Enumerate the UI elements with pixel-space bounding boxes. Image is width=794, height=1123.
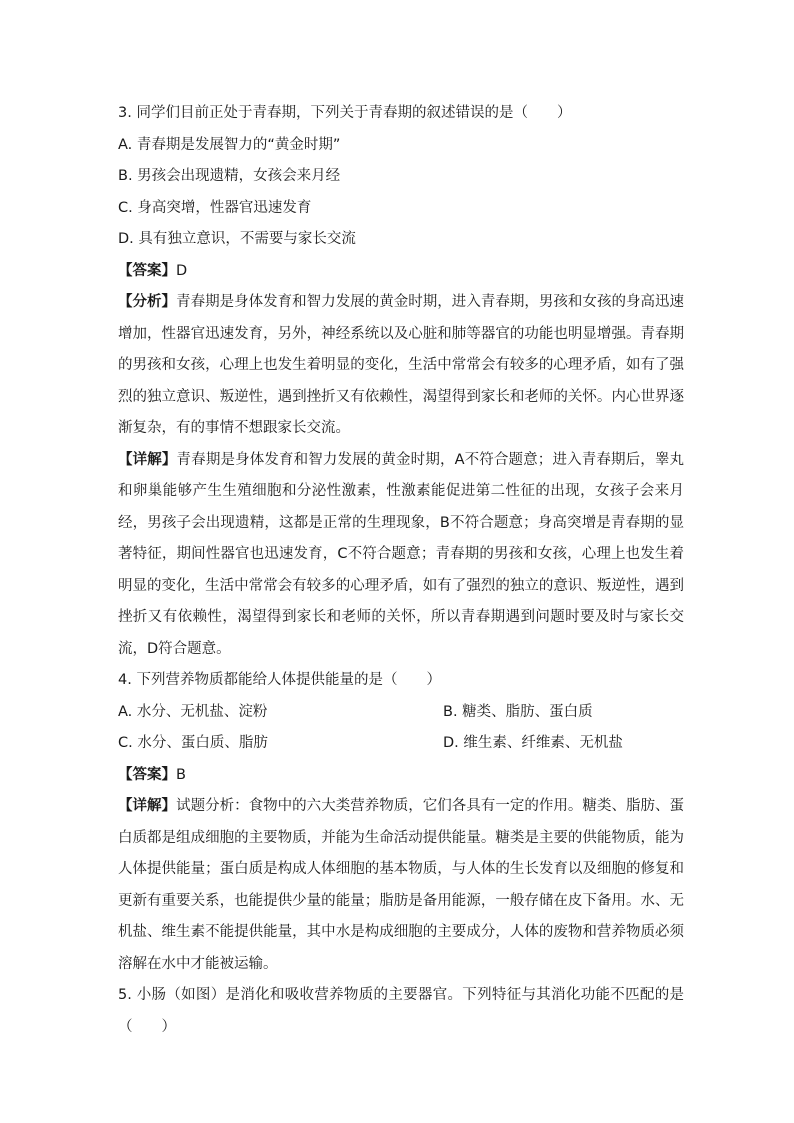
question-3-option-a: A. 青春期是发展智力的“黄金时期” [118,136,341,153]
document-page [118,98,684,1043]
question-4-option-d: D. 维生素、纤维素、无机盐 [443,735,623,751]
detail-text: 青春期是身体发育和智力发展的黄金时期，A不符合题意；进入青春期后，睾丸和卵巢能够产生生殖细胞和分泌性激素，性激素能促进第二性征的出现，女孩子会来月经，男孩子会出现遗精，这都是正常的生理现象，B不符合题意；身高突增是青春期的显著特征，期间性器官也迅速发育，C不符合题意；青春期的男孩和女孩，心理上也发生着明显的变化，生活中常常会有较多的心理矛盾，如有了强烈的独立的意识、叛逆性，遇到挫折又有依赖性，渴望得到家长和老师的关怀，所以青春期遇到问题时要及时与家长交流，D符合题意。 [118,451,685,657]
detail-text: 试题分析：食物中的六大类营养物质，它们各具有一定的作用。糖类、脂肪、蛋白质都是组成细胞的主要物质，并能为生命活动提供能量。糖类是主要的供能物质，能为人体提供能量；蛋白质是构成人体细胞的基本物质，与人体的生长发育以及细胞的修复和更新有重要关系，也能提供少量的能量；脂肪是备用能源，一般存储在皮下备用。水、无机盐、维生素不能提供能量，其中水是构成细胞的主要成分，人体的废物和营养物质必须溶解在水中才能被运输。 [118,798,685,972]
analysis-text: 青春期是身体发育和智力发展的黄金时期，进入青春期，男孩和女孩的身高迅速增加，性器官迅速发育，另外，神经系统以及心脏和肺等器官的功能也明显增强。青春期的男孩和女孩，心理上也发生着明显的变化，生活中常常会有较多的心理矛盾，如有了强烈的独立意识、叛逆性，遇到挫折又有依赖性，渴望得到家长和老师的关怀。内心世界逐渐复杂，有的事情不想跟家长交流。 [118,294,685,436]
analysis-tag: 【分析】 [118,294,177,310]
question-4-options-row-1 [118,697,684,729]
question-4-option-b: B. 糖类、脂肪、蛋白质 [443,703,593,720]
answer-tag: 【答案】 [118,766,176,783]
question-3-option-d: D. 具有独立意识，不需要与家长交流 [118,231,356,247]
question-4-options-row-2 [118,728,684,760]
question-5-stem: 5. 小肠（如图）是消化和吸收营养物质的主要器官。下列特征与其消化功能不匹配的是（ ） [118,987,684,1035]
question-3-detail [118,445,684,666]
answer-value: D [176,262,188,279]
question-4-detail [118,791,684,980]
question-3-option-b: B. 男孩会出现遗精，女孩会来月经 [118,168,341,184]
question-4-stem: 4. 下列营养物质都能给人体提供能量的是（ ） [118,672,441,688]
question-4-option-a: A. 水分、无机盐、淀粉 [118,703,268,720]
question-4-option-c: C. 水分、蛋白质、脂肪 [118,735,268,751]
detail-tag: 【详解】 [118,451,177,468]
question-3-stem: 3. 同学们目前正处于青春期，下列关于青春期的叙述错误的是（ ） [118,105,572,121]
question-3-answer [118,256,684,288]
question-3-option-c: C. 身高突增，性器官迅速发育 [118,199,312,216]
question-4-answer [118,760,684,792]
answer-value: B [176,766,186,783]
answer-tag: 【答案】 [118,262,176,279]
question-3-analysis [118,287,684,445]
detail-tag: 【详解】 [118,798,177,814]
